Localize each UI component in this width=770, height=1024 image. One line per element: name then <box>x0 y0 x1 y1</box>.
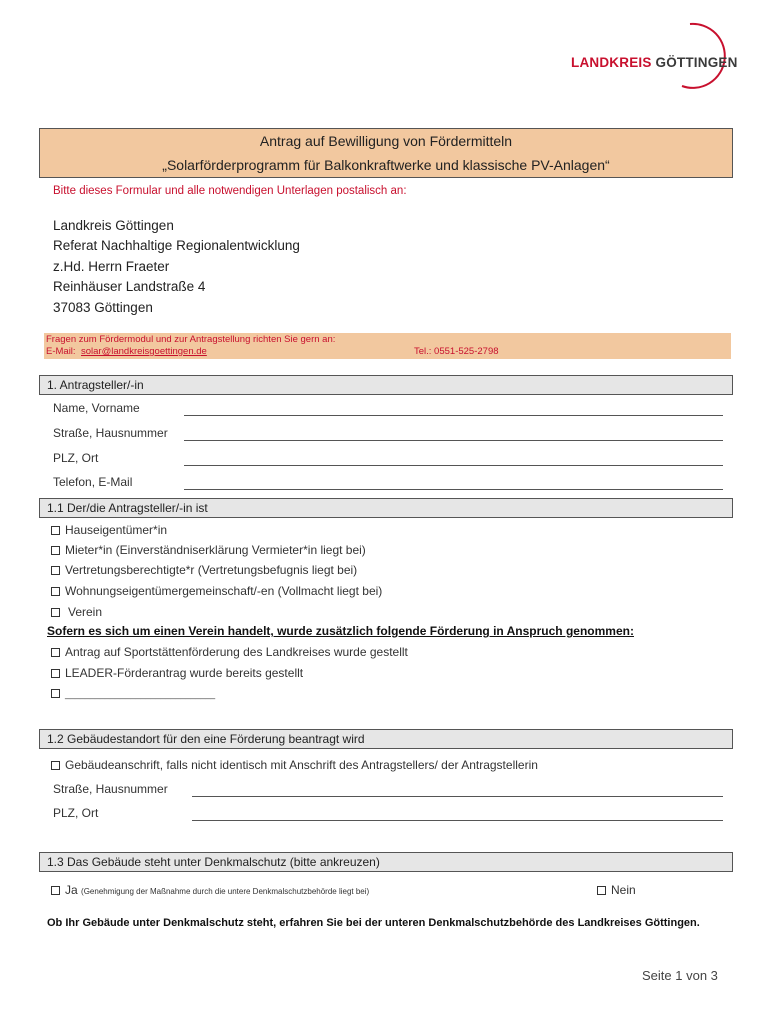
name-field[interactable] <box>184 415 723 416</box>
option-yes-label: Ja <box>65 883 78 897</box>
option-other[interactable] <box>51 686 215 700</box>
checkbox[interactable] <box>51 608 60 617</box>
contact-field[interactable] <box>184 489 723 490</box>
checkbox[interactable] <box>51 761 60 770</box>
option-label: Wohnungseigentümergemeinschaft/-en (Vollmacht liegt bei) <box>65 584 383 598</box>
option-yes-note: (Genehmigung der Maßnahme durch die untere Denkmalschutzbehörde liegt bei) <box>81 887 370 896</box>
checkbox[interactable] <box>51 648 60 657</box>
email-link[interactable]: solar@landkreisgoettingen.de <box>81 346 207 357</box>
option-label: Gebäudeanschrift, falls nicht identisch mit Anschrift des Antragstellers/ der Antragstellerin <box>65 758 538 772</box>
logo <box>571 55 738 70</box>
address-line: Reinhäuser Landstraße 4 <box>53 279 206 294</box>
checkbox[interactable] <box>51 526 60 535</box>
option-label: Antrag auf Sportstättenförderung des Landkreises wurde gestellt <box>65 645 408 659</box>
building-street-field[interactable] <box>192 796 723 797</box>
building-city-field[interactable] <box>192 820 723 821</box>
address-line: Referat Nachhaltige Regionalentwicklung <box>53 238 300 253</box>
checkbox[interactable] <box>51 669 60 678</box>
checkbox[interactable] <box>51 587 60 596</box>
section-1-2-header <box>39 729 733 749</box>
logo-text-dark: GÖTTINGEN <box>655 55 738 70</box>
option-owner[interactable] <box>51 523 167 537</box>
title-box <box>39 128 733 178</box>
option-no-label: Nein <box>611 883 636 897</box>
option-building-address[interactable] <box>51 758 538 772</box>
option-no[interactable] <box>597 883 636 897</box>
section-1-header <box>39 375 733 395</box>
phone-number: Tel.: 0551-525-2798 <box>414 346 499 357</box>
option-tenant[interactable] <box>51 543 366 557</box>
section-1-title: 1. Antragsteller/-in <box>47 378 144 392</box>
checkbox[interactable] <box>51 689 60 698</box>
checkbox[interactable] <box>597 886 606 895</box>
option-leader[interactable] <box>51 666 303 680</box>
contact-box <box>44 333 731 359</box>
page-number: Seite 1 von 3 <box>642 968 718 983</box>
option-sports-funding[interactable] <box>51 645 408 659</box>
field-label-contact: Telefon, E-Mail <box>53 475 133 489</box>
city-field[interactable] <box>184 465 723 466</box>
address-line: Landkreis Göttingen <box>53 218 174 233</box>
address-line: z.Hd. Herrn Fraeter <box>53 259 170 274</box>
field-label-city: PLZ, Ort <box>53 451 99 465</box>
field-label-name: Name, Vorname <box>53 401 140 415</box>
title-line-1: Antrag auf Bewilligung von Fördermitteln <box>259 133 513 149</box>
field-label-building-city: PLZ, Ort <box>53 806 99 820</box>
section-1-3-title: 1.3 Das Gebäude steht unter Denkmalschutz (bitte ankreuzen) <box>47 855 380 869</box>
section-1-2-title: 1.2 Gebäudestandort für den eine Förderung beantragt wird <box>47 732 365 746</box>
checkbox[interactable] <box>51 886 60 895</box>
checkbox[interactable] <box>51 566 60 575</box>
field-label-street: Straße, Hausnummer <box>53 426 168 440</box>
section-1-1-title: 1.1 Der/die Antragsteller/-in ist <box>47 501 208 515</box>
option-label: Mieter*in (Einverständniserklärung Vermieter*in liegt bei) <box>65 543 366 557</box>
option-label: Vertretungsberechtigte*r (Vertretungsbefugnis liegt bei) <box>65 563 358 577</box>
option-label: LEADER-Förderantrag wurde bereits gestellt <box>65 666 304 680</box>
street-field[interactable] <box>184 440 723 441</box>
checkbox[interactable] <box>51 546 60 555</box>
email-label: E-Mail: <box>46 346 76 357</box>
option-other-blank[interactable]: ______________________________ <box>65 689 216 699</box>
option-weg[interactable] <box>51 584 382 598</box>
option-label: Hauseigentümer*in <box>65 523 168 537</box>
address-line: 37083 Göttingen <box>53 300 153 315</box>
option-label: Verein <box>68 605 103 619</box>
section-1-3-header <box>39 852 733 872</box>
option-verein[interactable] <box>51 605 102 619</box>
field-label-building-street: Straße, Hausnummer <box>53 782 168 796</box>
logo-text-red: LANDKREIS <box>571 55 652 70</box>
option-representative[interactable] <box>51 563 357 577</box>
denkmal-note: Ob Ihr Gebäude unter Denkmalschutz steht, erfahren Sie bei der unteren Denkmalschutzbehörde des Landkreises Göttingen. <box>47 917 700 929</box>
option-yes[interactable] <box>51 883 369 897</box>
title-line-2: „Solarförderprogramm für Balkonkraftwerke und klassische PV-Anlagen“ <box>162 157 610 173</box>
contact-question: Fragen zum Fördermodul und zur Antragstellung richten Sie gern an: <box>46 334 336 345</box>
section-1-1-header <box>39 498 733 518</box>
verein-note: Sofern es sich um einen Verein handelt, wurde zusätzlich folgende Förderung in Anspruch genommen: <box>47 624 634 638</box>
instruction-text: Bitte dieses Formular und alle notwendigen Unterlagen postalisch an: <box>53 185 407 197</box>
